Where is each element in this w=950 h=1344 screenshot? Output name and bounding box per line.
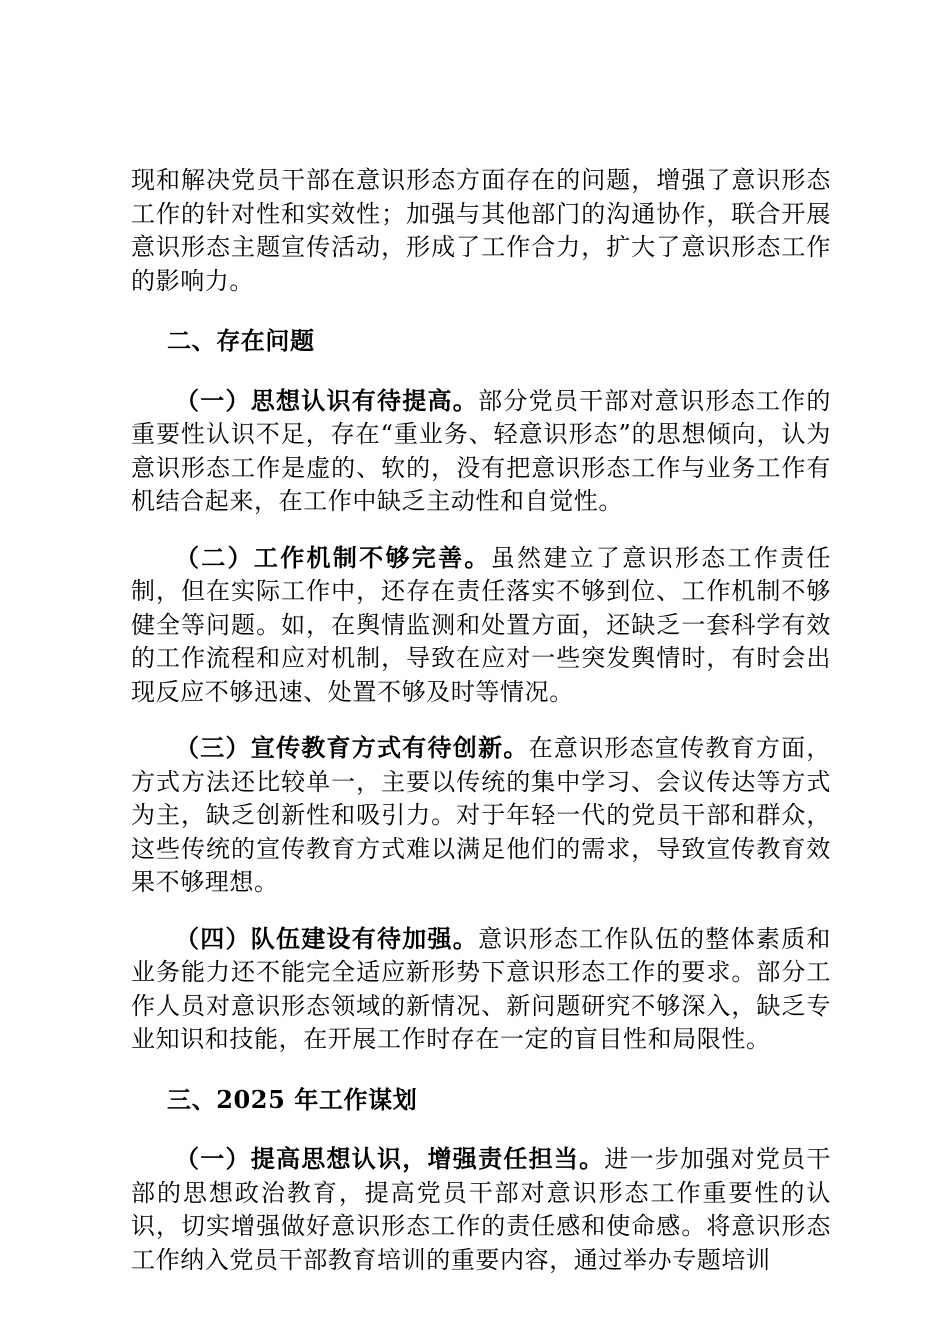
plan-item-1-body: 进一步加强对党员干部的思想政治教育，提高党员干部对意识形态工作重要性的认识，切实增强做好意识形态工作的责任感和使命感。将意识形态工作纳入党员干部教育培训的重要内容，通过举办专题培训 (131, 1145, 832, 1274)
problem-item-2-body: 虽然建立了意识形态工作责任制，但在实际工作中，还存在责任落实不够到位、工作机制不够健全等问题。如，在舆情监测和处置方面，还缺乏一套科学有效的工作流程和应对机制，导致在应对一些突发舆情时，有时会出现反应不够迅速、处置不够及时等情况。 (131, 543, 831, 706)
problem-item-2 (131, 541, 831, 710)
document-page (131, 164, 831, 1277)
problem-item-2-lead: （二）工作机制不够完善。 (175, 542, 491, 572)
section-heading-problems: 二、存在问题 (167, 326, 315, 355)
plan-item-1 (131, 1142, 831, 1277)
problem-item-3-body: 在意识形态宣传教育方面，方式方法还比较单一，主要以传统的集中学习、会议传达等方式为主，缺乏创新性和吸引力。对于年轻一代的党员干部和群众，这些传统的宣传教育方式难以满足他们的需求，导致宣传教育效果不够理想。 (131, 734, 831, 896)
problem-item-1 (131, 384, 831, 519)
problem-item-4-lead: （四）队伍建设有待加强。 (175, 923, 479, 953)
problem-item-1-lead: （一）思想认识有待提高。 (175, 385, 479, 415)
plan-item-1-lead: （一）提高思想认识，增强责任担当。 (175, 1144, 605, 1173)
problem-item-4 (131, 922, 831, 1057)
section-heading-plan: 三、2025 年工作谋划 (167, 1084, 418, 1114)
problem-item-3 (131, 731, 831, 900)
problem-item-1-body: 部分党员干部对意识形态工作的重要性认识不足，存在“重业务、轻意识形态”的思想倾向，认为意识形态工作是虚的、软的，没有把意识形态工作与业务工作有机结合起来，在工作中缺乏主动性和自觉性。 (131, 386, 832, 515)
opening-paragraph: 现和解决党员干部在意识形态方面存在的问题，增强了意识形态工作的针对性和实效性；加强与其他部门的沟通协作，联合开展意识形态主题宣传活动，形成了工作合力，扩大了意识形态工作的影响力。 (131, 166, 831, 295)
problem-item-4-body: 意识形态工作队伍的整体素质和业务能力还不能完全适应新形势下意识形态工作的要求。部分工作人员对意识形态领域的新情况、新问题研究不够深入，缺乏专业知识和技能，在开展工作时存在一定的盲目性和局限性。 (131, 924, 832, 1053)
problem-item-3-lead: （三）宣传教育方式有待创新。 (175, 733, 529, 762)
